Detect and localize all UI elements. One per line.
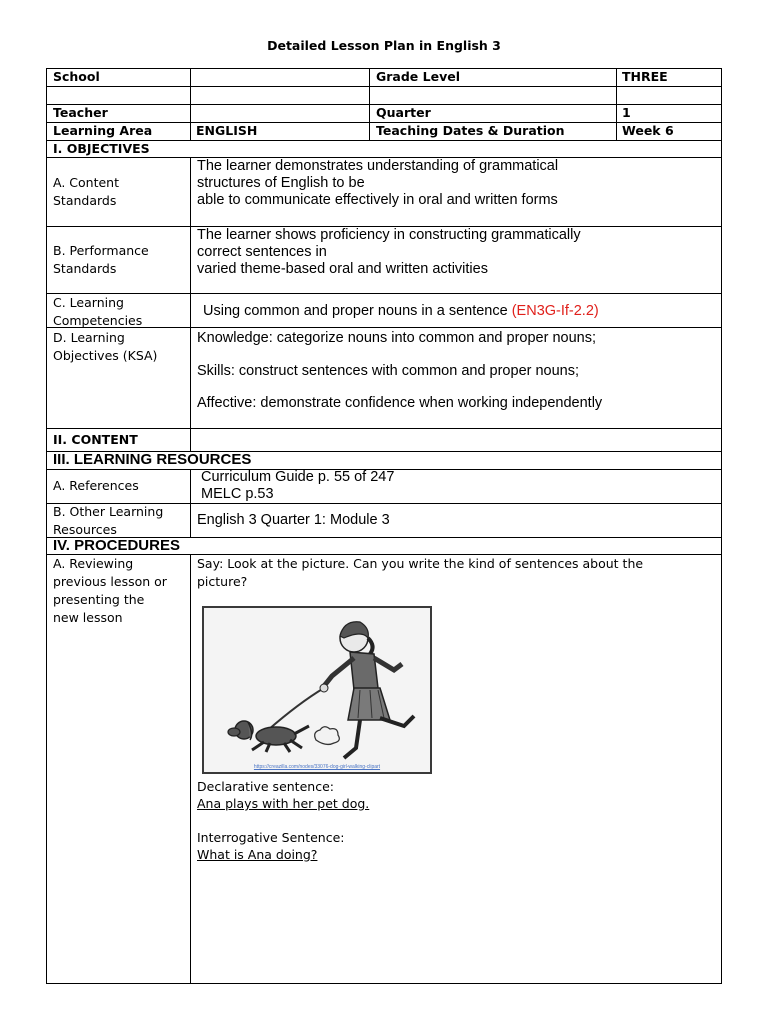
references-label: A. References: [53, 478, 139, 493]
interrogative-label: Interrogative Sentence:: [197, 830, 345, 845]
performance-standards-label: B. Performance Standards: [53, 243, 149, 276]
girl-walking-dog-image: [202, 606, 432, 774]
learning-area-label: Learning Area: [53, 123, 153, 138]
teaching-dates-value: Week 6: [622, 123, 674, 138]
references-text: Curriculum Guide p. 55 of 247 MELC p.53: [201, 469, 395, 502]
school-label: School: [53, 69, 100, 84]
content-standards-label: A. Content Standards: [53, 175, 119, 208]
learning-objectives-label: D. Learning Objectives (KSA): [53, 330, 158, 363]
content-heading: II. CONTENT: [53, 432, 138, 447]
teaching-dates-label: Teaching Dates & Duration: [376, 123, 565, 138]
learning-area-value: ENGLISH: [196, 123, 258, 138]
skills-objective: Skills: construct sentences with common and proper nouns;: [197, 363, 580, 379]
quarter-label: Quarter: [376, 105, 431, 120]
knowledge-objective: Knowledge: categorize nouns into common and proper nouns;: [197, 330, 597, 346]
performance-standards-text: The learner shows proficiency in constructing grammatically correct sentences in varied theme-based oral and written activities: [197, 227, 581, 277]
other-resources-value: English 3 Quarter 1: Module 3: [197, 512, 390, 528]
procedures-heading: IV. PROCEDURES: [53, 537, 180, 554]
grade-level-value: THREE: [622, 69, 668, 84]
content-standards-text: The learner demonstrates understanding of grammatical structures of English to be able to communicate effectively in oral and written forms: [197, 158, 559, 208]
teacher-label: Teacher: [53, 105, 108, 120]
image-source-link[interactable]: https://creazilla.com/nodes/33076-dog-girl-walking-clipart: [253, 764, 381, 770]
learning-competencies-text: Using common and proper nouns in a sentence (EN3G-If-2.2): [203, 303, 599, 319]
girl-walking-dog-illustration: [204, 608, 430, 772]
other-resources-label: B. Other Learning Resources: [53, 504, 164, 537]
interrogative-example: What is Ana doing?: [197, 847, 318, 862]
objectives-heading: I. OBJECTIVES: [53, 141, 150, 156]
quarter-value: 1: [622, 105, 631, 120]
reviewing-lesson-label: A. Reviewing previous lesson or presenting the new lesson: [53, 556, 167, 625]
affective-objective: Affective: demonstrate confidence when working independently: [197, 395, 603, 411]
say-instruction: Say: Look at the picture. Can you write the kind of sentences about the picture?: [197, 556, 644, 589]
learning-resources-heading: III. LEARNING RESOURCES: [53, 451, 252, 468]
grade-level-label: Grade Level: [376, 69, 460, 84]
declarative-example: Ana plays with her pet dog.: [197, 796, 370, 811]
learning-competencies-label: C. Learning Competencies: [53, 295, 143, 328]
document-title: Detailed Lesson Plan in English 3: [267, 38, 501, 53]
competency-code: (EN3G-If-2.2): [511, 303, 599, 319]
declarative-label: Declarative sentence:: [197, 779, 334, 794]
